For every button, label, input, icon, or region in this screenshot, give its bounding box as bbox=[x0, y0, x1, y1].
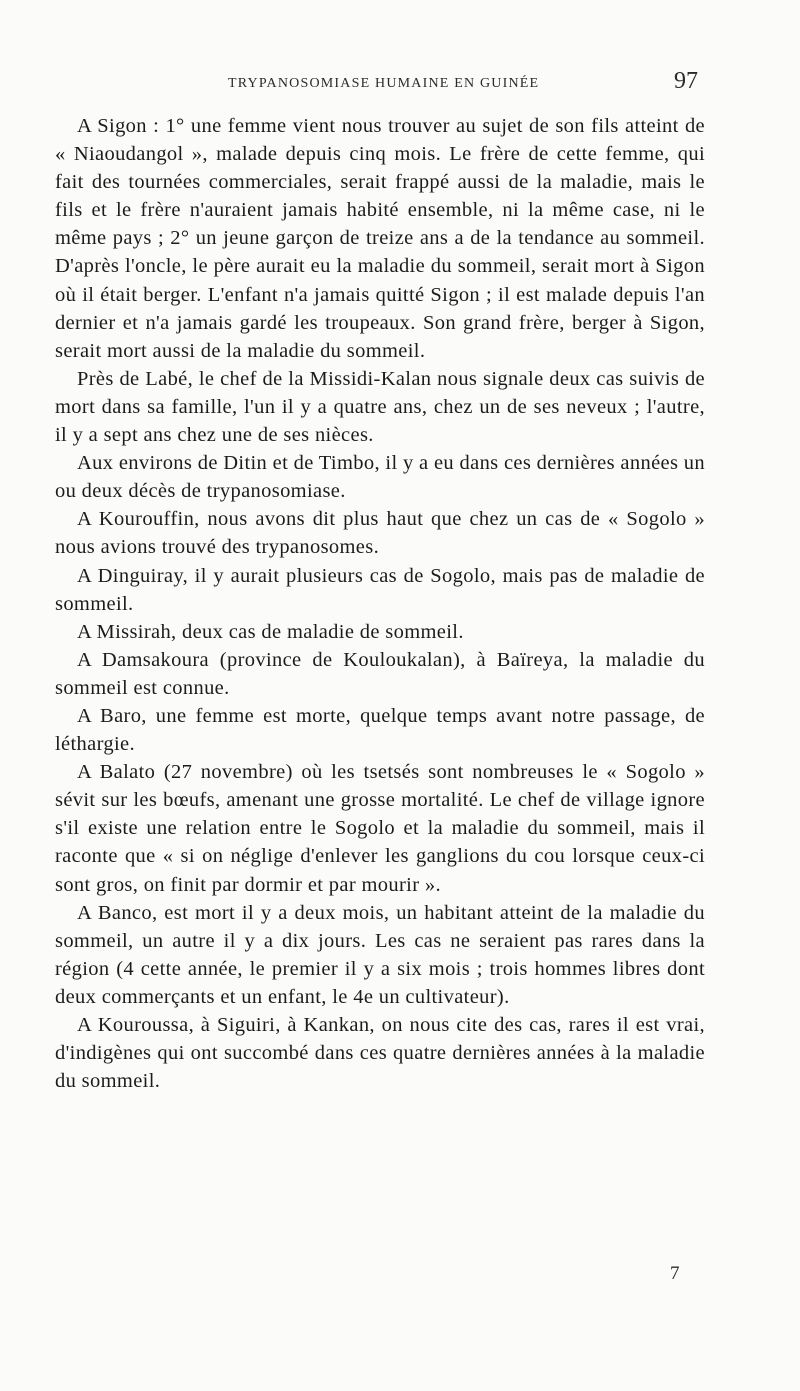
paragraph-dinguiray: A Dinguiray, il y aurait plusieurs cas de Sogolo, mais pas de maladie de sommeil. bbox=[55, 564, 705, 615]
paragraph-labe: Près de Labé, le chef de la Missidi-Kalan nous signale deux cas suivis de mort dans sa famille, l'un il y a quatre ans, chez un de ses neveux ; l'autre, il y a sept ans chez une de ses nièces. bbox=[55, 367, 705, 447]
paragraph-banco: A Banco, est mort il y a deux mois, un habitant atteint de la maladie du sommeil, un autre il y a dix jours. Les cas ne seraient pas rares dans la région (4 cette année, le premier il y a six mois ; trois hommes libres dont deux commerçants et un enfant, le 4e un cultivateur). bbox=[55, 901, 705, 1008]
signature-mark: 7 bbox=[670, 1263, 680, 1284]
running-head: TRYPANOSOMIASE HUMAINE EN GUINÉE bbox=[228, 76, 540, 91]
paragraph-sigon: A Sigon : 1° une femme vient nous trouver au sujet de son fils atteint de « Niaoudangol », malade depuis cinq mois. Le frère de cette femme, qui fait des tournées commerciales, serait frappé aussi de la maladie, mais le fils et le frère n'auraient jamais habité ensemble, ni la même case, ni le même pays ; 2° un jeune garçon de treize ans a de la tendance au sommeil. D'après l'oncle, le père aurait eu la maladie du sommeil, serait mort à Sigon où il était berger. L'enfant n'a jamais quitté Sigon ; il est malade depuis l'an dernier et n'a jamais gardé les troupeaux. Son grand frère, berger à Sigon, serait mort aussi de la maladie du sommeil. bbox=[55, 115, 705, 362]
paragraph-kourouffin: A Kourouffin, nous avons dit plus haut que chez un cas de « Sogolo » nous avions trouvé des trypanosomes. bbox=[55, 508, 705, 559]
paragraph-damsakoura: A Damsakoura (province de Kouloukalan), à Baïreya, la maladie du sommeil est connue. bbox=[55, 648, 705, 699]
body-text bbox=[55, 112, 705, 1095]
paragraph-kouroussa: A Kouroussa, à Siguiri, à Kankan, on nous cite des cas, rares il est vrai, d'indigènes qui ont succombé dans ces quatre dernières années à la maladie du sommeil. bbox=[55, 1014, 705, 1093]
paragraph-baro: A Baro, une femme est morte, quelque temps avant notre passage, de léthargie. bbox=[55, 704, 705, 756]
paragraph-missirah: A Missirah, deux cas de maladie de sommeil. bbox=[77, 620, 464, 643]
paragraph-balato: A Balato (27 novembre) où les tsetsés sont nombreuses le « Sogolo » sévit sur les bœufs, amenant une grosse mortalité. Le chef de village ignore s'il existe une relation entre le Sogolo et la maladie du sommeil, mais il raconte que « si on néglige d'enlever les ganglions du cou lorsque ceux-ci sont gros, on finit par dormir et par mourir ». bbox=[55, 761, 705, 896]
page-number: 97 bbox=[674, 68, 698, 94]
paragraph-ditin-timbo: Aux environs de Ditin et de Timbo, il y a eu dans ces dernières années un ou deux décès de trypanosomiase. bbox=[55, 452, 705, 503]
